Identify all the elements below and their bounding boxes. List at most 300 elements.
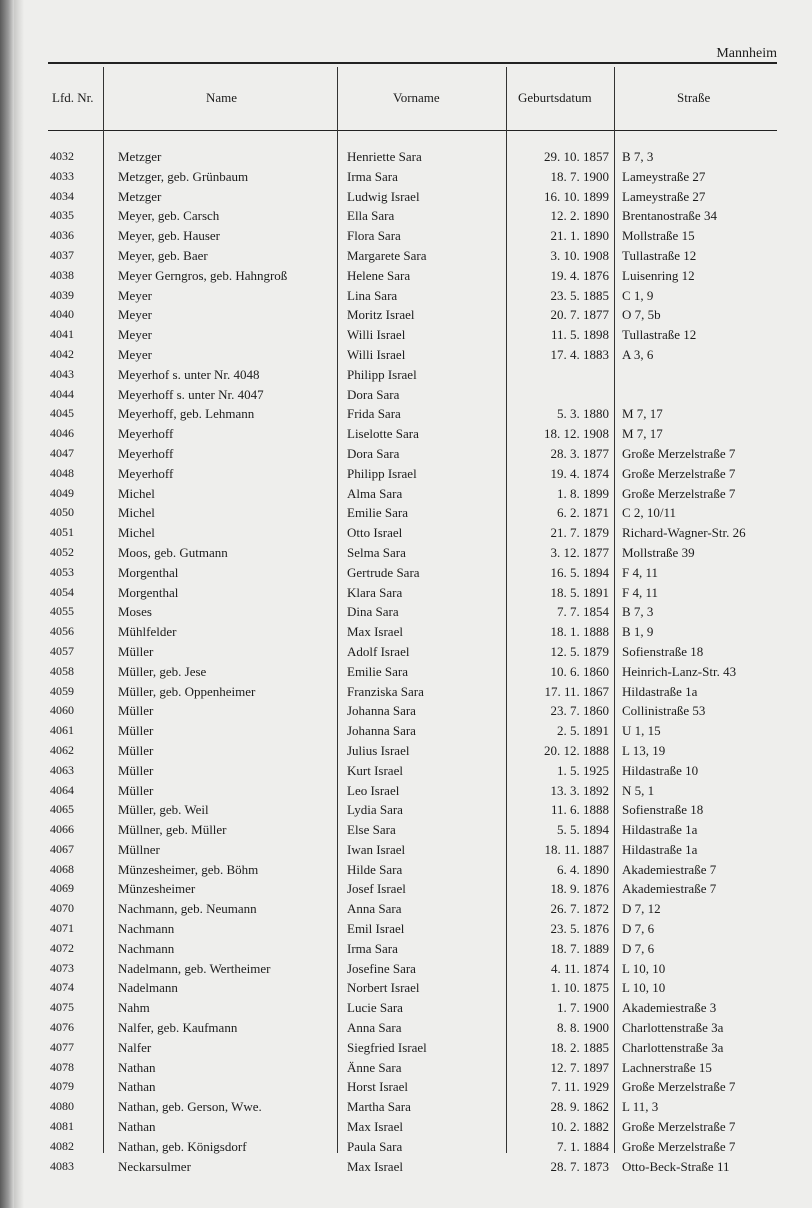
row-strasse: Akademiestraße 7 (622, 861, 717, 877)
row-strasse: B 7, 3 (622, 604, 654, 620)
table-row (0, 583, 812, 603)
row-vorname: Johanna Sara (347, 723, 416, 739)
row-vorname: Max Israel (347, 1158, 403, 1174)
row-strasse: Sofienstraße 18 (622, 643, 704, 659)
table-row (0, 424, 812, 444)
table-row (0, 523, 812, 543)
row-name: Meyer (118, 307, 152, 323)
row-geburtsdatum: 28. 3. 1877 (550, 445, 609, 461)
row-number: 4061 (50, 723, 74, 738)
row-number: 4049 (50, 485, 74, 500)
row-vorname: Anna Sara (347, 1020, 402, 1036)
row-name: Meyer, geb. Carsch (118, 208, 220, 224)
row-vorname: Willi Israel (347, 346, 406, 362)
row-number: 4034 (50, 188, 74, 203)
table-row (0, 642, 812, 662)
row-vorname: Siegfried Israel (347, 1039, 427, 1055)
row-geburtsdatum: 10. 2. 1882 (550, 1119, 609, 1135)
row-strasse: Collinistraße 53 (622, 703, 706, 719)
row-geburtsdatum: 26. 7. 1872 (550, 901, 609, 917)
row-vorname: Klara Sara (347, 584, 403, 600)
row-number: 4060 (50, 703, 74, 718)
row-number: 4059 (50, 683, 74, 698)
row-name: Nathan (118, 1119, 156, 1135)
row-name: Nadelmann (118, 980, 178, 996)
row-strasse: Mollstraße 15 (622, 228, 695, 244)
row-number: 4047 (50, 445, 74, 460)
header-rule-bottom (48, 130, 777, 131)
row-strasse: Hildastraße 1a (622, 841, 698, 857)
header-rule-top (48, 62, 777, 64)
row-geburtsdatum: 10. 6. 1860 (550, 663, 609, 679)
row-number: 4064 (50, 782, 74, 797)
row-number: 4076 (50, 1020, 74, 1035)
row-number: 4078 (50, 1059, 74, 1074)
row-vorname: Selma Sara (347, 544, 406, 560)
row-name: Nathan (118, 1059, 156, 1075)
row-geburtsdatum: 18. 9. 1876 (550, 881, 609, 897)
row-vorname: Emilie Sara (347, 663, 409, 679)
row-strasse: Heinrich-Lanz-Str. 43 (622, 663, 737, 679)
row-name: Münzesheimer, geb. Böhm (118, 861, 259, 877)
row-vorname: Max Israel (347, 624, 403, 640)
table-row (0, 978, 812, 998)
row-geburtsdatum: 28. 9. 1862 (550, 1099, 609, 1115)
row-strasse: Große Merzelstraße 7 (622, 1119, 736, 1135)
row-number: 4082 (50, 1138, 74, 1153)
row-geburtsdatum: 11. 6. 1888 (550, 802, 609, 818)
row-number: 4066 (50, 822, 74, 837)
table-row (0, 1038, 812, 1058)
row-geburtsdatum: 1. 5. 1925 (557, 762, 609, 778)
row-strasse: U 1, 15 (622, 723, 661, 739)
row-geburtsdatum: 13. 3. 1892 (550, 782, 609, 798)
row-name: Müllner, geb. Müller (118, 822, 227, 838)
row-strasse: L 11, 3 (622, 1099, 659, 1115)
table-row (0, 1097, 812, 1117)
table-row (0, 682, 812, 702)
row-name: Müller, geb. Jese (118, 663, 207, 679)
row-vorname: Martha Sara (347, 1099, 411, 1115)
table-row (0, 226, 812, 246)
row-name: Müller (118, 782, 154, 798)
table-row (0, 444, 812, 464)
row-vorname: Philipp Israel (347, 366, 417, 382)
row-geburtsdatum: 18. 12. 1908 (544, 426, 609, 442)
row-strasse: Lachnerstraße 15 (622, 1059, 712, 1075)
row-name: Moos, geb. Gutmann (118, 544, 228, 560)
row-strasse: Tullastraße 12 (622, 327, 697, 343)
row-strasse: D 7, 6 (622, 940, 655, 956)
row-vorname: Adolf Israel (347, 643, 410, 659)
row-name: Morgenthal (118, 564, 179, 580)
row-number: 4039 (50, 287, 74, 302)
row-vorname: Horst Israel (347, 1079, 409, 1095)
column-header-vorname: Vorname (393, 90, 440, 105)
row-number: 4063 (50, 762, 74, 777)
row-number: 4073 (50, 960, 74, 975)
row-strasse: B 1, 9 (622, 624, 654, 640)
row-strasse: A 3, 6 (622, 346, 654, 362)
row-name: Meyerhoff, geb. Lehmann (118, 406, 255, 422)
row-vorname: Emilie Sara (347, 505, 409, 521)
row-name: Michel (118, 505, 155, 521)
row-name: Müller (118, 723, 154, 739)
row-strasse: C 2, 10/11 (622, 505, 677, 521)
row-geburtsdatum: 7. 7. 1854 (557, 604, 609, 620)
row-name: Meyer (118, 327, 152, 343)
table-row (0, 266, 812, 286)
table-row (0, 1077, 812, 1097)
row-vorname: Max Israel (347, 1119, 403, 1135)
table-row (0, 781, 812, 801)
row-strasse: Große Merzelstraße 7 (622, 465, 736, 481)
table-row (0, 543, 812, 563)
table-row (0, 305, 812, 325)
row-geburtsdatum: 23. 7. 1860 (550, 703, 609, 719)
row-name: Müller, geb. Oppenheimer (118, 683, 256, 699)
table-row (0, 345, 812, 365)
row-strasse: L 10, 10 (622, 980, 666, 996)
row-vorname: Kurt Israel (347, 762, 403, 778)
table-row (0, 167, 812, 187)
row-number: 4071 (50, 921, 74, 936)
table-row (0, 662, 812, 682)
row-strasse: Mollstraße 39 (622, 544, 695, 560)
row-number: 4057 (50, 643, 74, 658)
row-name: Michel (118, 485, 155, 501)
table-row (0, 919, 812, 939)
row-geburtsdatum: 6. 2. 1871 (557, 505, 609, 521)
row-name: Münzesheimer (118, 881, 196, 897)
row-vorname: Frida Sara (347, 406, 401, 422)
row-vorname: Flora Sara (347, 228, 401, 244)
row-strasse: B 7, 3 (622, 149, 654, 164)
row-strasse: Hildastraße 1a (622, 822, 698, 838)
page-city-header: Mannheim (716, 46, 777, 61)
row-vorname: Johanna Sara (347, 703, 416, 719)
row-number: 4081 (50, 1119, 74, 1134)
row-strasse: Große Merzelstraße 7 (622, 485, 736, 501)
table-row (0, 187, 812, 207)
row-strasse: M 7, 17 (622, 426, 663, 442)
row-number: 4036 (50, 228, 74, 243)
row-geburtsdatum: 12. 7. 1897 (550, 1059, 609, 1075)
row-geburtsdatum: 18. 7. 1889 (550, 940, 609, 956)
row-geburtsdatum: 20. 12. 1888 (544, 742, 609, 758)
row-name: Michel (118, 525, 155, 541)
row-vorname: Ludwig Israel (347, 188, 420, 204)
row-geburtsdatum: 19. 4. 1874 (550, 465, 609, 481)
row-vorname: Dora Sara (347, 445, 400, 461)
row-strasse: L 13, 19 (622, 742, 666, 758)
row-number: 4051 (50, 525, 74, 540)
row-number: 4068 (50, 861, 74, 876)
row-number: 4053 (50, 564, 74, 579)
row-vorname: Norbert Israel (347, 980, 420, 996)
row-name: Meyerhoff (118, 445, 174, 461)
row-number: 4043 (50, 366, 74, 381)
row-name: Meyer (118, 287, 152, 303)
row-vorname: Dora Sara (347, 386, 400, 402)
row-strasse: Akademiestraße 7 (622, 881, 717, 897)
row-vorname: Anna Sara (347, 901, 402, 917)
table-row (0, 385, 812, 405)
row-name: Meyer, geb. Hauser (118, 228, 220, 244)
row-vorname: Franziska Sara (347, 683, 424, 699)
row-vorname: Leo Israel (347, 782, 400, 798)
row-vorname: Julius Israel (347, 742, 410, 758)
row-number: 4042 (50, 346, 74, 361)
row-strasse: Luisenring 12 (622, 267, 695, 283)
row-name: Nalfer, geb. Kaufmann (118, 1020, 238, 1036)
table-row (0, 147, 812, 167)
table-row (0, 800, 812, 820)
row-geburtsdatum: 21. 1. 1890 (550, 228, 609, 244)
row-geburtsdatum: 6. 4. 1890 (557, 861, 609, 877)
table-row (0, 939, 812, 959)
row-number: 4055 (50, 604, 74, 619)
row-number: 4054 (50, 584, 74, 599)
row-name: Meyer Gerngros, geb. Hahngroß (118, 267, 288, 283)
row-name: Meyerhoff (118, 426, 174, 442)
row-geburtsdatum: 4. 11. 1874 (550, 960, 609, 976)
row-name: Metzger (118, 188, 162, 204)
table-row (0, 761, 812, 781)
row-number: 4077 (50, 1039, 74, 1054)
row-vorname: Irma Sara (347, 940, 398, 956)
row-name: Müllner (118, 841, 160, 857)
row-name: Nachmann (118, 940, 175, 956)
row-geburtsdatum: 12. 2. 1890 (550, 208, 609, 224)
table-row (0, 721, 812, 741)
row-number: 4041 (50, 327, 74, 342)
table-row (0, 286, 812, 306)
row-number: 4050 (50, 505, 74, 520)
row-geburtsdatum: 16. 10. 1899 (544, 188, 609, 204)
row-strasse: Große Merzelstraße 7 (622, 1079, 736, 1095)
row-number: 4069 (50, 881, 74, 896)
row-name: Nathan (118, 1079, 156, 1095)
row-geburtsdatum: 28. 7. 1873 (550, 1158, 609, 1174)
row-geburtsdatum: 7. 1. 1884 (557, 1138, 609, 1154)
register-table-body (0, 147, 812, 1176)
table-row (0, 741, 812, 761)
row-geburtsdatum: 2. 5. 1891 (557, 723, 609, 739)
row-strasse: M 7, 17 (622, 406, 663, 422)
row-number: 4032 (50, 149, 74, 163)
row-name: Nahm (118, 1000, 150, 1016)
row-strasse: Große Merzelstraße 7 (622, 445, 736, 461)
row-number: 4056 (50, 624, 74, 639)
row-strasse: L 10, 10 (622, 960, 666, 976)
table-row (0, 246, 812, 266)
table-row (0, 1018, 812, 1038)
row-name: Morgenthal (118, 584, 179, 600)
row-number: 4083 (50, 1158, 74, 1173)
row-vorname: Moritz Israel (347, 307, 415, 323)
row-geburtsdatum: 3. 12. 1877 (550, 544, 609, 560)
table-row (0, 899, 812, 919)
row-geburtsdatum: 11. 5. 1898 (550, 327, 609, 343)
row-number: 4080 (50, 1099, 74, 1114)
row-strasse: Charlottenstraße 3a (622, 1020, 724, 1036)
row-geburtsdatum: 17. 4. 1883 (550, 346, 609, 362)
row-geburtsdatum: 1. 8. 1899 (557, 485, 609, 501)
row-strasse: Charlottenstraße 3a (622, 1039, 724, 1055)
row-name: Nathan, geb. Gerson, Wwe. (118, 1099, 262, 1115)
row-name: Müller (118, 703, 154, 719)
row-vorname: Lina Sara (347, 287, 398, 303)
row-vorname: Henriette Sara (347, 149, 422, 164)
row-strasse: F 4, 11 (622, 564, 658, 580)
row-strasse: Brentanostraße 34 (622, 208, 717, 224)
row-name: Nathan, geb. Königsdorf (118, 1138, 247, 1154)
row-name: Meyer, geb. Baer (118, 247, 208, 263)
row-geburtsdatum: 17. 11. 1867 (544, 683, 609, 699)
column-header-strasse: Straße (677, 90, 711, 105)
row-number: 4075 (50, 1000, 74, 1015)
row-geburtsdatum: 3. 10. 1908 (550, 247, 609, 263)
row-vorname: Otto Israel (347, 525, 403, 541)
row-name: Metzger, geb. Grünbaum (118, 168, 249, 184)
row-vorname: Iwan Israel (347, 841, 406, 857)
row-geburtsdatum: 16. 5. 1894 (550, 564, 609, 580)
row-geburtsdatum: 18. 11. 1887 (544, 841, 609, 857)
row-number: 4035 (50, 208, 74, 223)
table-row (0, 484, 812, 504)
row-strasse: Akademiestraße 3 (622, 1000, 717, 1016)
table-row (0, 325, 812, 345)
row-name: Mühlfelder (118, 624, 177, 640)
row-number: 4048 (50, 465, 74, 480)
table-row (0, 840, 812, 860)
row-strasse: Sofienstraße 18 (622, 802, 704, 818)
row-name: Müller, geb. Weil (118, 802, 209, 818)
table-row (0, 998, 812, 1018)
row-vorname: Emil Israel (347, 921, 405, 937)
row-vorname: Helene Sara (347, 267, 411, 283)
row-number: 4079 (50, 1079, 74, 1094)
row-geburtsdatum: 23. 5. 1885 (550, 287, 609, 303)
row-vorname: Ella Sara (347, 208, 395, 224)
column-header-geburtsdatum: Geburtsdatum (518, 90, 592, 105)
table-row (0, 365, 812, 385)
table-row (0, 959, 812, 979)
row-geburtsdatum: 5. 5. 1894 (557, 822, 609, 838)
row-vorname: Alma Sara (347, 485, 403, 501)
row-vorname: Else Sara (347, 822, 396, 838)
row-strasse: N 5, 1 (622, 782, 655, 798)
row-geburtsdatum: 1. 10. 1875 (550, 980, 609, 996)
row-geburtsdatum: 23. 5. 1876 (550, 921, 609, 937)
row-number: 4072 (50, 940, 74, 955)
row-vorname: Hilde Sara (347, 861, 403, 877)
table-row (0, 860, 812, 880)
row-name: Müller (118, 643, 154, 659)
row-vorname: Irma Sara (347, 168, 398, 184)
table-row (0, 464, 812, 484)
table-row (0, 622, 812, 642)
row-name: Müller (118, 762, 154, 778)
row-geburtsdatum: 18. 7. 1900 (550, 168, 609, 184)
row-name: Nachmann, geb. Neumann (118, 901, 257, 917)
column-header-nr: Lfd. Nr. (52, 90, 94, 105)
row-name: Meyerhoff (118, 465, 174, 481)
row-geburtsdatum: 21. 7. 1879 (550, 525, 609, 541)
table-row (0, 820, 812, 840)
row-name: Meyerhoff s. unter Nr. 4047 (118, 386, 264, 402)
row-geburtsdatum: 20. 7. 1877 (550, 307, 609, 323)
row-number: 4074 (50, 980, 74, 995)
row-name: Meyer (118, 346, 152, 362)
table-row (0, 701, 812, 721)
row-number: 4058 (50, 663, 74, 678)
row-strasse: Hildastraße 1a (622, 683, 698, 699)
row-geburtsdatum: 18. 1. 1888 (550, 624, 609, 640)
row-strasse: Tullastraße 12 (622, 247, 697, 263)
column-header-name: Name (206, 90, 238, 105)
row-geburtsdatum: 5. 3. 1880 (557, 406, 609, 422)
row-name: Moses (118, 604, 152, 620)
row-geburtsdatum: 29. 10. 1857 (544, 149, 609, 164)
table-row (0, 206, 812, 226)
row-geburtsdatum: 19. 4. 1876 (550, 267, 609, 283)
row-geburtsdatum: 18. 5. 1891 (550, 584, 609, 600)
row-geburtsdatum: 8. 8. 1900 (557, 1020, 609, 1036)
row-vorname: Gertrude Sara (347, 564, 420, 580)
row-number: 4062 (50, 742, 74, 757)
row-number: 4065 (50, 802, 74, 817)
row-number: 4033 (50, 168, 74, 183)
row-number: 4037 (50, 247, 74, 262)
row-strasse: F 4, 11 (622, 584, 658, 600)
row-strasse: Große Merzelstraße 7 (622, 1138, 736, 1154)
row-strasse: Lameystraße 27 (622, 188, 706, 204)
row-strasse: Hildastraße 10 (622, 762, 699, 778)
row-name: Nachmann (118, 921, 175, 937)
row-vorname: Margarete Sara (347, 247, 427, 263)
row-vorname: Paula Sara (347, 1138, 403, 1154)
row-strasse: C 1, 9 (622, 287, 654, 303)
row-strasse: Otto-Beck-Straße 11 (622, 1158, 730, 1174)
table-row (0, 1117, 812, 1137)
row-vorname: Josefine Sara (347, 960, 416, 976)
row-vorname: Liselotte Sara (347, 426, 419, 442)
row-strasse: D 7, 6 (622, 921, 655, 937)
row-geburtsdatum: 7. 11. 1929 (550, 1079, 609, 1095)
row-name: Meyerhof s. unter Nr. 4048 (118, 366, 260, 382)
row-geburtsdatum: 12. 5. 1879 (550, 643, 609, 659)
row-vorname: Willi Israel (347, 327, 406, 343)
table-row (0, 404, 812, 424)
row-vorname: Philipp Israel (347, 465, 417, 481)
row-strasse: Lameystraße 27 (622, 168, 706, 184)
row-vorname: Änne Sara (347, 1059, 402, 1075)
row-number: 4067 (50, 841, 74, 856)
table-row (0, 563, 812, 583)
row-strasse: D 7, 12 (622, 901, 661, 917)
row-number: 4070 (50, 901, 74, 916)
table-row (0, 1157, 812, 1177)
row-name: Nalfer (118, 1039, 152, 1055)
row-number: 4052 (50, 544, 74, 559)
table-row (0, 879, 812, 899)
row-strasse: O 7, 5b (622, 307, 661, 323)
row-geburtsdatum: 18. 2. 1885 (550, 1039, 609, 1055)
row-number: 4044 (50, 386, 74, 401)
table-row (0, 602, 812, 622)
